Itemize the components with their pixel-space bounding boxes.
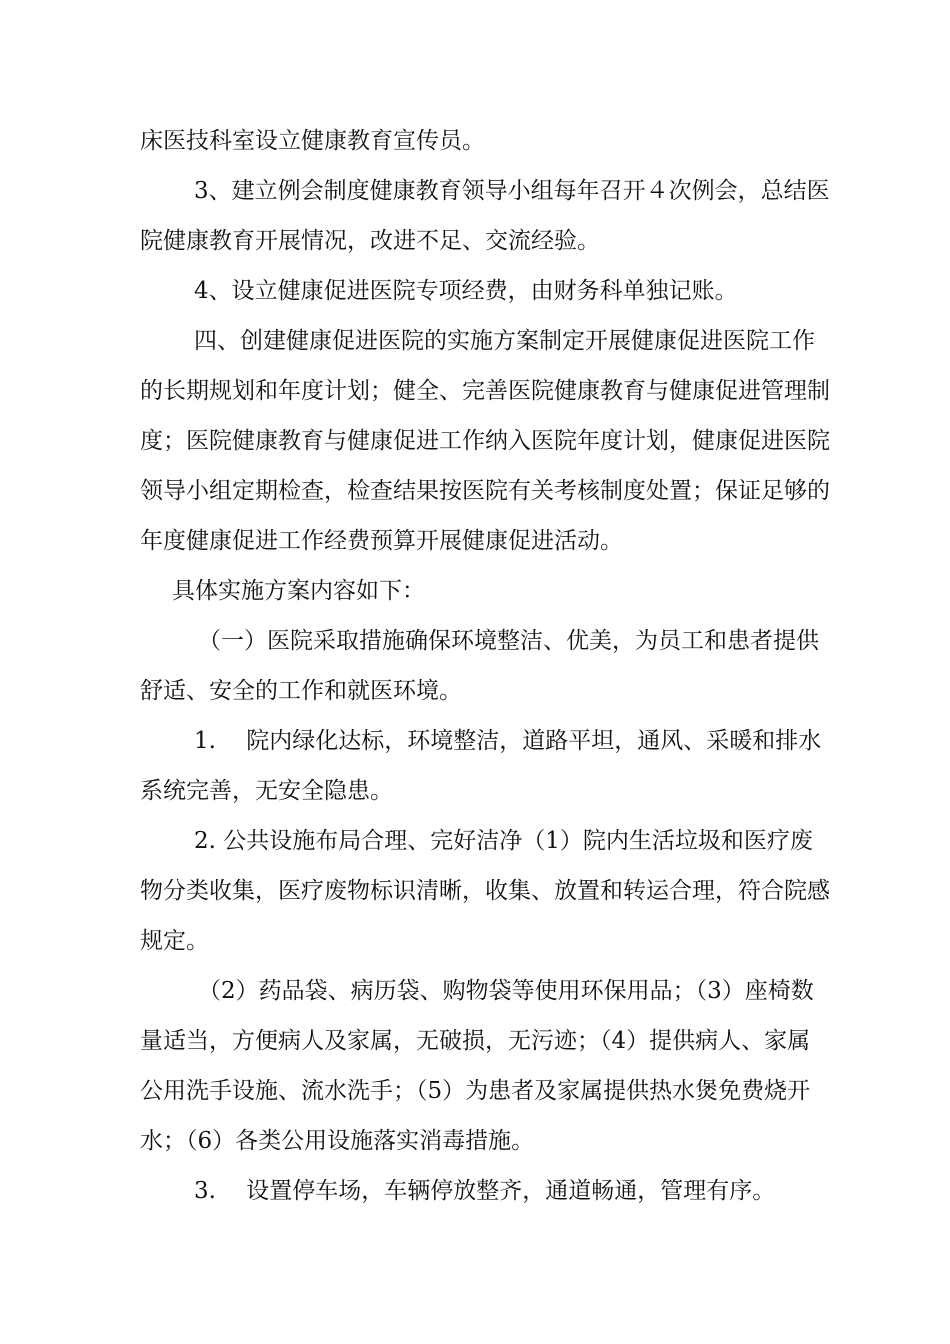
text-line: 四、创建健康促进医院的实施方案制定开展健康促进医院工作 [194, 328, 815, 354]
text-line: 院健康教育开展情况，改进不足、交流经验。 [140, 228, 600, 254]
text-line: 2. 公共设施布局合理、完好洁净（1）院内生活垃圾和医疗废 [194, 828, 813, 854]
text-line: 物分类收集，医疗废物标识清晰，收集、放置和转运合理，符合院感 [140, 878, 830, 904]
text-line: 具体实施方案内容如下： [172, 578, 425, 604]
text-line: 床医技科室设立健康教育宣传员。 [140, 128, 485, 154]
text-line: 4、设立健康促进医院专项经费，由财务科单独记账。 [194, 278, 738, 304]
text-line: 量适当，方便病人及家属，无破损，无污迹；（4）提供病人、家属 [140, 1028, 811, 1054]
text-line: 规定。 [140, 928, 209, 954]
text-line: 度；医院健康教育与健康促进工作纳入医院年度计划，健康促进医院 [140, 428, 830, 454]
text-line: 的长期规划和年度计划；健全、完善医院健康教育与健康促进管理制 [140, 378, 830, 404]
text-line: 水；（6）各类公用设施落实消毒措施。 [140, 1128, 535, 1154]
text-line: （2）药品袋、病历袋、购物袋等使用环保用品；（3）座椅数 [198, 978, 814, 1004]
text-line: 系统完善，无安全隐患。 [140, 778, 393, 804]
text-line: 公用洗手设施、流水洗手；（5）为患者及家属提供热水煲免费烧开 [140, 1078, 811, 1104]
text-line: 舒适、安全的工作和就医环境。 [140, 678, 462, 704]
text-line: 领导小组定期检查，检查结果按医院有关考核制度处置；保证足够的 [140, 478, 830, 504]
text-line: （一）医院采取措施确保环境整洁、优美，为员工和患者提供 [198, 628, 819, 654]
text-line: 年度健康促进工作经费预算开展健康促进活动。 [140, 528, 623, 554]
text-line: 3、建立例会制度健康教育领导小组每年召开４次例会，总结医 [194, 178, 830, 204]
text-line: 3. 设置停车场，车辆停放整齐，通道畅通，管理有序。 [194, 1178, 776, 1204]
text-line: 1. 院内绿化达标，环境整洁，道路平坦，通风、采暖和排水 [194, 728, 822, 754]
